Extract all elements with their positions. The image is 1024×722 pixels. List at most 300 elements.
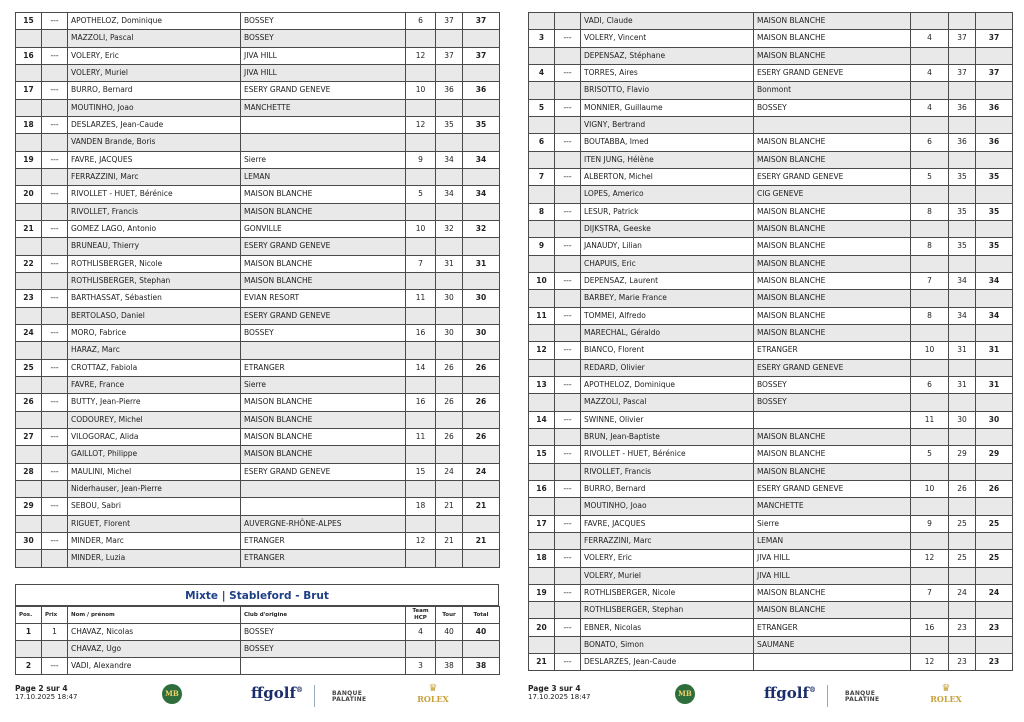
- cell-club: MAISON BLANCHE: [754, 255, 911, 272]
- cell-total: [976, 255, 1013, 272]
- ffgolf-logo: [251, 684, 303, 702]
- cell-pos: [529, 255, 555, 272]
- cell-tour: [436, 641, 463, 658]
- stableford-section: [15, 584, 499, 675]
- cell-tour: [949, 290, 976, 307]
- cell-name: CHAPUIS, Eric: [581, 255, 754, 272]
- cell-club: BOSSEY: [754, 376, 911, 393]
- cell-team-hcp: 10: [406, 82, 436, 99]
- cell-name: BRISOTTO, Flavio: [581, 82, 754, 99]
- cell-total: 29: [976, 446, 1013, 463]
- cell-prix: ---: [42, 220, 68, 237]
- cell-team-hcp: [911, 82, 949, 99]
- cell-prix: [555, 359, 581, 376]
- cell-total: [463, 480, 500, 497]
- cell-club: SAUMANE: [754, 636, 911, 653]
- cell-name: MOUTINHO, Joao: [581, 498, 754, 515]
- cell-pos: 27: [16, 428, 42, 445]
- cell-club: [241, 134, 406, 151]
- cell-name: MOUTINHO, Joao: [68, 99, 241, 116]
- cell-name: ROTHLISBERGER, Stephan: [68, 272, 241, 289]
- table-row: [529, 619, 1013, 636]
- cell-name: ALBERTON, Michel: [581, 168, 754, 185]
- table-row: [529, 272, 1013, 289]
- cell-name: FAVRE, JACQUES: [68, 151, 241, 168]
- cell-club: BOSSEY: [241, 641, 406, 658]
- cell-team-hcp: 9: [911, 515, 949, 532]
- cell-prix: ---: [42, 13, 68, 30]
- cell-team-hcp: 16: [911, 619, 949, 636]
- table-row: [529, 498, 1013, 515]
- cell-prix: [555, 324, 581, 341]
- cell-total: 26: [463, 394, 500, 411]
- rolex-logo: [413, 684, 453, 704]
- cell-name: RIVOLLET - HUET, Bérénice: [581, 446, 754, 463]
- cell-pos: 16: [16, 47, 42, 64]
- cell-name: VOLERY, Muriel: [581, 567, 754, 584]
- cell-tour: 35: [436, 116, 463, 133]
- cell-club: MAISON BLANCHE: [241, 203, 406, 220]
- logo-divider: [314, 685, 315, 707]
- table-row: [529, 446, 1013, 463]
- cell-name: VIGNY, Bertrand: [581, 116, 754, 133]
- cell-team-hcp: 11: [406, 290, 436, 307]
- cell-pos: 8: [529, 203, 555, 220]
- table-row: [529, 636, 1013, 653]
- cell-name: MORO, Fabrice: [68, 324, 241, 341]
- cell-club: MAISON BLANCHE: [754, 134, 911, 151]
- cell-total: [976, 602, 1013, 619]
- cell-team-hcp: [406, 550, 436, 567]
- cell-prix: ---: [42, 463, 68, 480]
- cell-pos: 17: [16, 82, 42, 99]
- registered-mark: ®: [808, 685, 816, 694]
- cell-team-hcp: 11: [406, 428, 436, 445]
- rolex-text: ROLEX: [417, 694, 449, 704]
- cell-total: [463, 99, 500, 116]
- cell-total: [976, 116, 1013, 133]
- cell-pos: [16, 411, 42, 428]
- cell-name: ROTHLISBERGER, Stephan: [581, 602, 754, 619]
- table-row: [16, 446, 500, 463]
- cell-tour: 25: [949, 515, 976, 532]
- table-row: [16, 515, 500, 532]
- cell-prix: ---: [42, 498, 68, 515]
- cell-team-hcp: 11: [911, 411, 949, 428]
- cell-prix: ---: [42, 359, 68, 376]
- cell-total: 38: [463, 658, 500, 675]
- table-row: [16, 168, 500, 185]
- cell-total: [463, 30, 500, 47]
- cell-team-hcp: 16: [406, 324, 436, 341]
- cell-total: [976, 220, 1013, 237]
- cell-name: GOMEZ LAGO, Antonio: [68, 220, 241, 237]
- cell-pos: [529, 290, 555, 307]
- cell-club: ETRANGER: [241, 532, 406, 549]
- banque-text: BANQUE: [332, 690, 363, 697]
- cell-tour: [436, 203, 463, 220]
- cell-pos: [16, 342, 42, 359]
- cell-total: [976, 498, 1013, 515]
- cell-pos: [529, 428, 555, 445]
- cell-prix: [42, 238, 68, 255]
- cell-prix: [42, 641, 68, 658]
- cell-tour: [949, 255, 976, 272]
- cell-pos: [529, 151, 555, 168]
- table-row: [16, 186, 500, 203]
- cell-team-hcp: [406, 272, 436, 289]
- cell-tour: 29: [949, 446, 976, 463]
- cell-team-hcp: [911, 394, 949, 411]
- cell-pos: 10: [529, 272, 555, 289]
- cell-pos: 29: [16, 498, 42, 515]
- cell-team-hcp: [406, 411, 436, 428]
- cell-club: [241, 342, 406, 359]
- rolex-text: ROLEX: [930, 694, 962, 704]
- cell-pos: 26: [16, 394, 42, 411]
- cell-team-hcp: 16: [406, 394, 436, 411]
- cell-tour: 26: [436, 359, 463, 376]
- cell-club: MAISON BLANCHE: [754, 30, 911, 47]
- header-total: Total: [463, 607, 500, 624]
- cell-pos: [529, 116, 555, 133]
- cell-name: BURRO, Bernard: [581, 480, 754, 497]
- header-club: Club d'origine: [241, 607, 406, 624]
- cell-tour: 32: [436, 220, 463, 237]
- cell-total: 35: [976, 168, 1013, 185]
- registered-mark: ®: [295, 685, 303, 694]
- cell-name: VOLERY, Eric: [68, 47, 241, 64]
- cell-team-hcp: [911, 13, 949, 30]
- banque-text: BANQUE: [845, 690, 876, 697]
- cell-club: MAISON BLANCHE: [241, 411, 406, 428]
- cell-tour: 30: [949, 411, 976, 428]
- cell-total: 40: [463, 624, 500, 641]
- cell-total: [463, 515, 500, 532]
- cell-team-hcp: [406, 641, 436, 658]
- cell-total: [463, 134, 500, 151]
- cell-team-hcp: 10: [911, 480, 949, 497]
- cell-name: BIANCO, Florent: [581, 342, 754, 359]
- cell-club: MAISON BLANCHE: [241, 186, 406, 203]
- table-row: [16, 376, 500, 393]
- cell-tour: [949, 359, 976, 376]
- cell-pos: 18: [16, 116, 42, 133]
- cell-tour: 31: [436, 255, 463, 272]
- cell-total: 30: [463, 290, 500, 307]
- cell-name: APOTHELOZ, Dominique: [581, 376, 754, 393]
- cell-pos: [529, 13, 555, 30]
- table-row: [16, 134, 500, 151]
- cell-prix: ---: [42, 394, 68, 411]
- cell-team-hcp: 12: [406, 116, 436, 133]
- cell-prix: [42, 411, 68, 428]
- cell-total: [463, 342, 500, 359]
- cell-tour: [436, 550, 463, 567]
- cell-prix: [555, 498, 581, 515]
- cell-prix: ---: [555, 480, 581, 497]
- cell-tour: 36: [436, 82, 463, 99]
- table-row: [529, 550, 1013, 567]
- cell-total: 21: [463, 532, 500, 549]
- table-row: [529, 602, 1013, 619]
- table-row: [529, 515, 1013, 532]
- table-row: [529, 290, 1013, 307]
- table-row: [16, 99, 500, 116]
- table-row: [529, 64, 1013, 81]
- cell-prix: ---: [42, 658, 68, 675]
- cell-name: CODOUREY, Michel: [68, 411, 241, 428]
- cell-club: MAISON BLANCHE: [241, 255, 406, 272]
- cell-team-hcp: [406, 203, 436, 220]
- cell-club: [241, 116, 406, 133]
- cell-team-hcp: 6: [406, 13, 436, 30]
- cell-pos: 3: [529, 30, 555, 47]
- results-table-left: [15, 12, 500, 568]
- cell-tour: 34: [949, 272, 976, 289]
- cell-tour: [436, 168, 463, 185]
- table-row: [16, 203, 500, 220]
- club-logo-icon: MB: [675, 684, 695, 704]
- cell-pos: [16, 99, 42, 116]
- cell-name: FERRAZZINI, Marc: [68, 168, 241, 185]
- cell-pos: 18: [529, 550, 555, 567]
- cell-club: CIG GENEVE: [754, 186, 911, 203]
- rolex-logo: [926, 684, 966, 704]
- cell-tour: 21: [436, 532, 463, 549]
- table-row: [529, 30, 1013, 47]
- table-row: [529, 13, 1013, 30]
- cell-total: 34: [976, 307, 1013, 324]
- cell-team-hcp: 8: [911, 307, 949, 324]
- cell-pos: 7: [529, 168, 555, 185]
- cell-prix: [555, 116, 581, 133]
- cell-pos: 17: [529, 515, 555, 532]
- page-number: Page 2 sur 4: [15, 684, 68, 693]
- table-row: [16, 116, 500, 133]
- cell-total: 24: [463, 463, 500, 480]
- cell-pos: [529, 220, 555, 237]
- cell-club: MAISON BLANCHE: [754, 220, 911, 237]
- cell-total: [463, 641, 500, 658]
- cell-pos: 6: [529, 134, 555, 151]
- cell-pos: [16, 480, 42, 497]
- cell-team-hcp: [406, 376, 436, 393]
- cell-pos: [16, 64, 42, 81]
- table-row: [529, 134, 1013, 151]
- cell-name: MONNIER, Guillaume: [581, 99, 754, 116]
- print-date: 17.10.2025 18:47: [528, 693, 591, 701]
- cell-total: 35: [976, 238, 1013, 255]
- cell-pos: [529, 463, 555, 480]
- table-row: [16, 220, 500, 237]
- table-row: [529, 203, 1013, 220]
- cell-tour: 35: [949, 203, 976, 220]
- cell-pos: [529, 636, 555, 653]
- cell-name: BRUNEAU, Thierry: [68, 238, 241, 255]
- cell-prix: [42, 64, 68, 81]
- table-row: [16, 498, 500, 515]
- cell-pos: [529, 47, 555, 64]
- cell-club: BOSSEY: [241, 624, 406, 641]
- cell-total: 37: [463, 13, 500, 30]
- cell-tour: 31: [949, 342, 976, 359]
- cell-tour: [436, 30, 463, 47]
- cell-tour: 37: [436, 47, 463, 64]
- cell-total: [976, 186, 1013, 203]
- cell-name: HARAZ, Marc: [68, 342, 241, 359]
- cell-pos: [529, 532, 555, 549]
- page-number: Page 3 sur 4: [528, 684, 581, 693]
- cell-name: CHAVAZ, Ugo: [68, 641, 241, 658]
- table-row: [529, 342, 1013, 359]
- table-row: [529, 359, 1013, 376]
- cell-team-hcp: 6: [911, 134, 949, 151]
- cell-pos: 5: [529, 99, 555, 116]
- cell-name: MINDER, Luzia: [68, 550, 241, 567]
- table-row: [16, 64, 500, 81]
- table-row: [16, 151, 500, 168]
- cell-club: MAISON BLANCHE: [754, 307, 911, 324]
- cell-pos: 14: [529, 411, 555, 428]
- cell-name: BURRO, Bernard: [68, 82, 241, 99]
- cell-total: [976, 428, 1013, 445]
- cell-name: EBNER, Nicolas: [581, 619, 754, 636]
- cell-prix: ---: [555, 446, 581, 463]
- cell-prix: [555, 428, 581, 445]
- cell-pos: 30: [16, 532, 42, 549]
- cell-team-hcp: [911, 498, 949, 515]
- cell-tour: [949, 324, 976, 341]
- cell-tour: [436, 134, 463, 151]
- ffgolf-text: ffgolf: [764, 684, 809, 702]
- cell-tour: 21: [436, 498, 463, 515]
- cell-tour: 34: [436, 186, 463, 203]
- cell-prix: ---: [555, 307, 581, 324]
- cell-name: Niderhauser, Jean-Pierre: [68, 480, 241, 497]
- cell-club: LEMAN: [241, 168, 406, 185]
- cell-prix: [42, 134, 68, 151]
- table-row: [16, 307, 500, 324]
- cell-pos: [529, 602, 555, 619]
- cell-club: MAISON BLANCHE: [754, 428, 911, 445]
- cell-tour: [949, 151, 976, 168]
- cell-prix: ---: [42, 532, 68, 549]
- cell-tour: [436, 64, 463, 81]
- cell-pos: 20: [529, 619, 555, 636]
- header-tour: Tour: [436, 607, 463, 624]
- cell-tour: [436, 99, 463, 116]
- cell-pos: [16, 134, 42, 151]
- cell-team-hcp: 12: [406, 47, 436, 64]
- cell-total: 37: [976, 30, 1013, 47]
- cell-total: [976, 463, 1013, 480]
- cell-team-hcp: [406, 342, 436, 359]
- cell-team-hcp: 5: [911, 168, 949, 185]
- table-row: [529, 151, 1013, 168]
- cell-team-hcp: [911, 290, 949, 307]
- cell-club: MAISON BLANCHE: [754, 584, 911, 601]
- table-row: [529, 428, 1013, 445]
- table-row: [529, 47, 1013, 64]
- cell-prix: [555, 394, 581, 411]
- cell-team-hcp: [911, 255, 949, 272]
- cell-club: BOSSEY: [754, 99, 911, 116]
- table-row: [16, 428, 500, 445]
- cell-team-hcp: [911, 116, 949, 133]
- cell-name: FAVRE, France: [68, 376, 241, 393]
- cell-tour: 40: [436, 624, 463, 641]
- cell-pos: [529, 82, 555, 99]
- cell-prix: [42, 342, 68, 359]
- cell-total: 35: [976, 203, 1013, 220]
- cell-total: 24: [976, 584, 1013, 601]
- cell-pos: 23: [16, 290, 42, 307]
- cell-prix: ---: [555, 168, 581, 185]
- cell-club: MAISON BLANCHE: [754, 290, 911, 307]
- cell-club: MANCHETTE: [754, 498, 911, 515]
- cell-name: DEPENSAZ, Stéphane: [581, 47, 754, 64]
- cell-total: 34: [463, 151, 500, 168]
- cell-team-hcp: 8: [911, 238, 949, 255]
- cell-total: 35: [463, 116, 500, 133]
- cell-club: ESERY GRAND GENEVE: [754, 359, 911, 376]
- cell-tour: 34: [436, 151, 463, 168]
- table-row: [16, 342, 500, 359]
- page-2: [15, 12, 499, 670]
- results-table-right: [528, 12, 1013, 671]
- cell-team-hcp: [911, 151, 949, 168]
- cell-tour: 23: [949, 619, 976, 636]
- cell-total: [463, 446, 500, 463]
- cell-tour: [436, 480, 463, 497]
- cell-team-hcp: [911, 532, 949, 549]
- table-row: [529, 463, 1013, 480]
- cell-prix: [42, 168, 68, 185]
- table-row: [529, 255, 1013, 272]
- cell-team-hcp: [406, 446, 436, 463]
- cell-pos: [16, 515, 42, 532]
- cell-pos: 28: [16, 463, 42, 480]
- cell-name: MAZZOLI, Pascal: [581, 394, 754, 411]
- cell-name: DEPENSAZ, Laurent: [581, 272, 754, 289]
- cell-prix: ---: [555, 550, 581, 567]
- table-row: [529, 307, 1013, 324]
- cell-name: VOLERY, Eric: [581, 550, 754, 567]
- cell-total: [463, 203, 500, 220]
- table-row: [529, 186, 1013, 203]
- cell-team-hcp: 4: [911, 30, 949, 47]
- cell-tour: 30: [436, 290, 463, 307]
- cell-prix: ---: [555, 238, 581, 255]
- cell-team-hcp: [406, 64, 436, 81]
- cell-tour: 30: [436, 324, 463, 341]
- table-row: [529, 654, 1013, 671]
- cell-club: Sierre: [241, 376, 406, 393]
- cell-team-hcp: 5: [406, 186, 436, 203]
- cell-pos: 24: [16, 324, 42, 341]
- table-row: [529, 394, 1013, 411]
- cell-total: 21: [463, 498, 500, 515]
- cell-total: 26: [463, 428, 500, 445]
- table-row: [16, 290, 500, 307]
- cell-prix: [555, 186, 581, 203]
- cell-name: BARTHASSAT, Sébastien: [68, 290, 241, 307]
- cell-name: VADI, Alexandre: [68, 658, 241, 675]
- header-prix: Prix: [42, 607, 68, 624]
- cell-total: [976, 359, 1013, 376]
- cell-total: [463, 307, 500, 324]
